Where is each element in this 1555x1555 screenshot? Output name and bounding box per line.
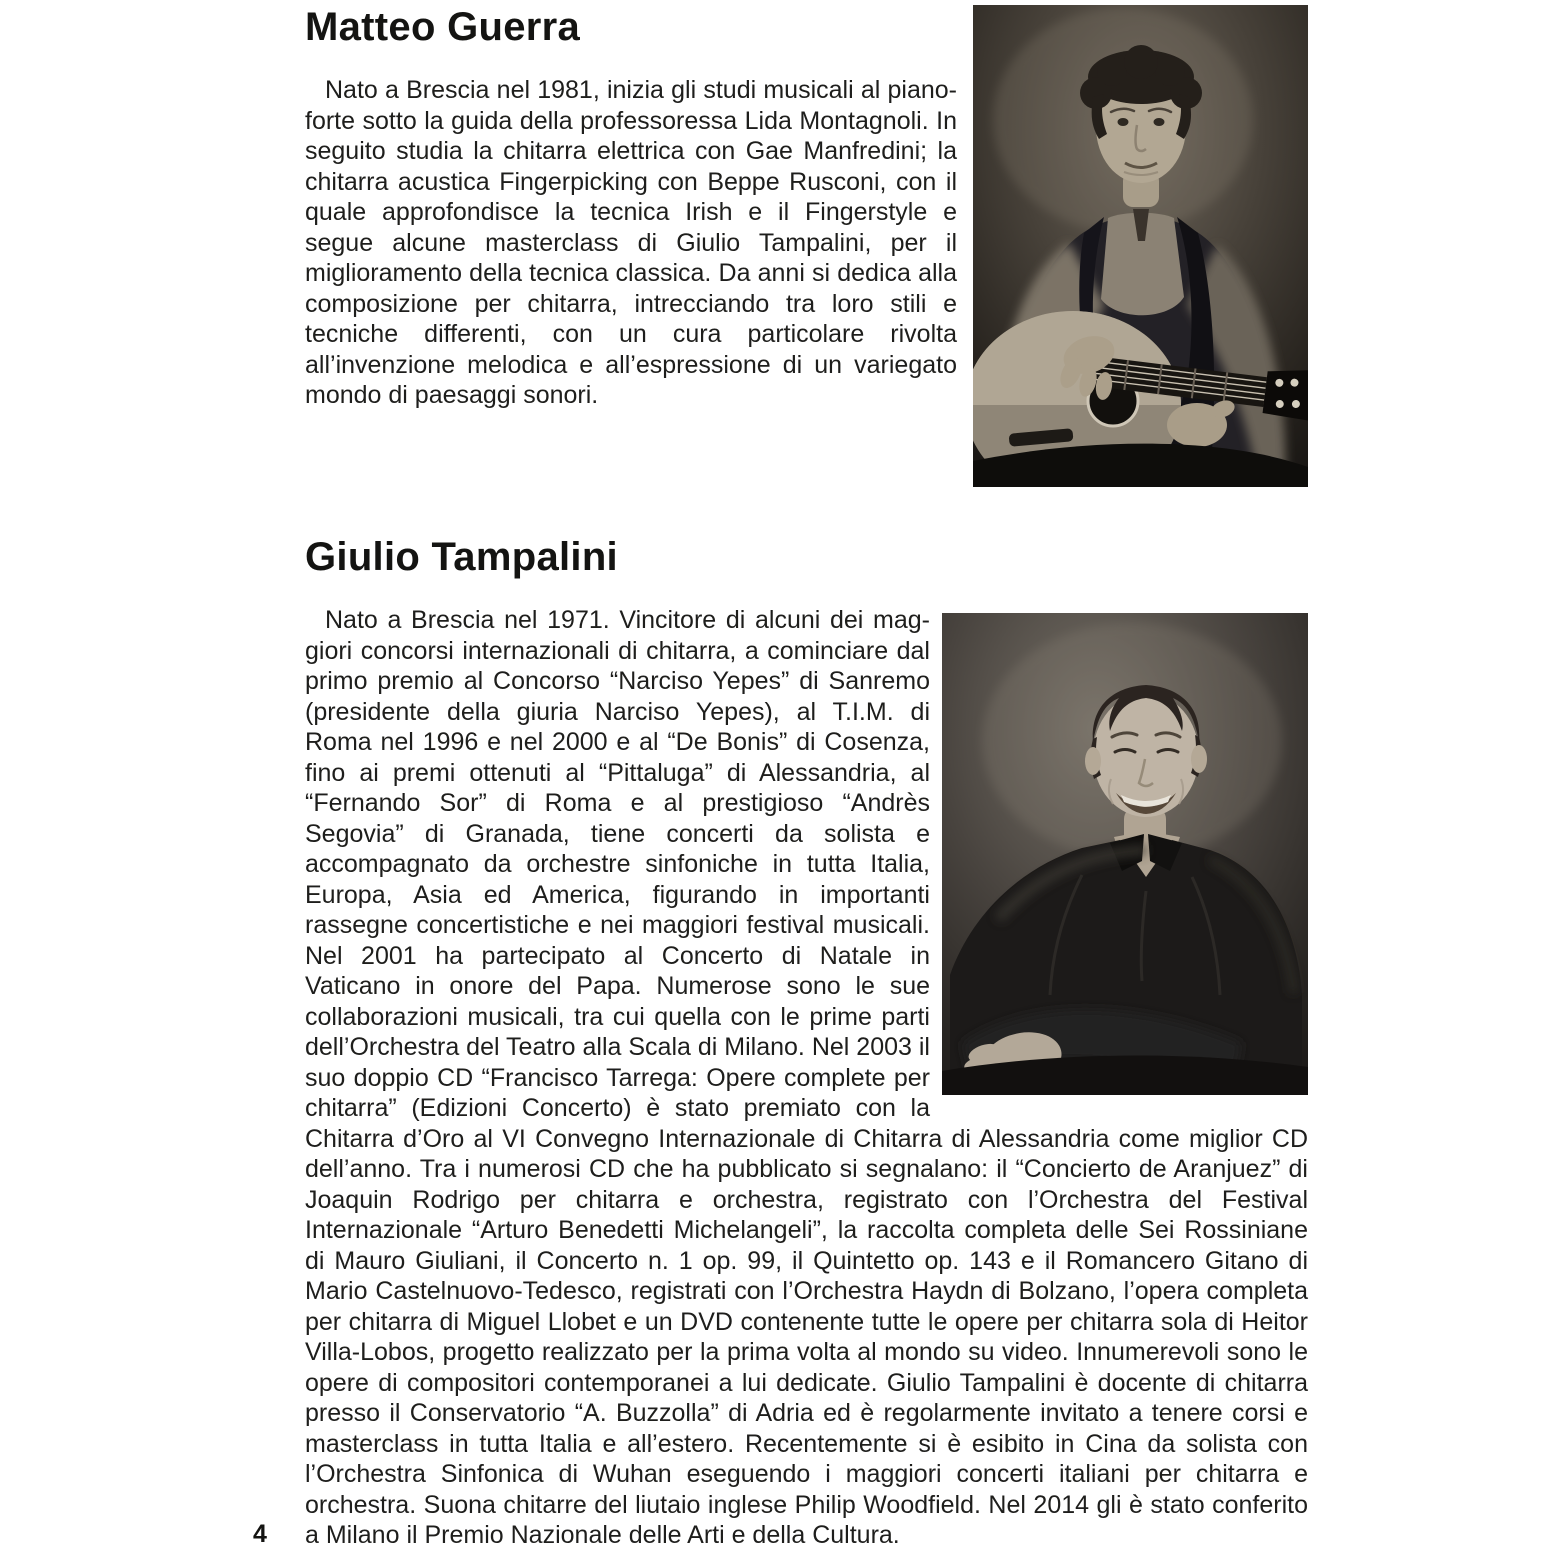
page-content — [305, 5, 1308, 1551]
page-title-giulio-tampalini: Giulio Tampalini — [305, 535, 618, 579]
bio-text-matteo-guerra: Nato a Brescia nel 1981, inizia gli studi musicali al pianoforte sotto la guida della professoressa Lida Montagnoli. In seguito studia la chitarra elettrica con Gae Manfredini; la chitarra acustica Fingerpicking con Beppe Rusconi, con il quale approfondisce la tecnica Irish e il Fingerstyle e segue alcune masterclass di Giulio Tampalini, per il miglioramento della tecnica classica. Da anni si dedica alla composizione per chitarra, intrecciando tra loro stili e tecniche differenti, con un cura particolare rivolta all’invenzione melodica e all’espressione di un variegato mondo di paesaggi sonori. — [305, 76, 957, 409]
section-matteo-guerra — [305, 5, 1308, 411]
page-number: 4 — [253, 1520, 267, 1548]
giulio-tampalini-photo — [942, 613, 1308, 1095]
bio-text-giulio-tampalini: Nato a Brescia nel 1971. Vincitore di alcuni dei maggiori concorsi internazionali di chitarra, a cominciare dal primo premio al Concorso “Narciso Yepes” di Sanremo (presidente della giuria Narciso Yepes), al T.I.M. di Roma nel 1996 e nel 2000 e al “De Bonis” di Cosenza, fino ai premi ottenuti al “Pittaluga” di Alessandria, al “Fernando Sor” di Roma e al prestigioso “Andrès Segovia” di Granada, tiene concerti da solista e accompagnato da orchestre sinfoniche in tutta Italia, Europa, Asia ed America, figurando in importanti rassegne concertistiche e nei maggiori festival musicali. Nel 2001 ha partecipato al Concerto di Natale in Vaticano in onore del Papa. Numerose sono le sue collaborazioni musicali, tra cui quella con le prime parti dell’Orchestra del Teatro alla Scala di Milano. Nel 2003 il suo doppio CD “Francisco Tarrega: Opere complete per chitarra” (Edizioni Concerto) è stato premiato con la Chitarra d’Oro al VI Convegno Internazionale di Chitarra di Alessandria come miglior CD dell’anno. Tra i numerosi CD che ha pubblicato si segnalano: il “Concierto de Aranjuez” di Joaquin Rodrigo per chitarra e orchestra, registrato con l’Orchestra del Festival Internazionale “Arturo Benedetti Michelangeli”, la raccolta completa delle Sei Rossiniane di Mauro Giuliani, il Concerto n. 1 op. 99, il Quintetto op. 143 e il Romancero Gitano di Mario Castelnuovo-Tedesco, registrati con l’Orchestra Haydn di Bolzano, l’opera completa per chitarra di Miguel Llobet e un DVD contenente tutte le opere per chitarra sola di Heitor Villa-Lobos, progetto realizzato per la prima volta al mondo su video. Innumerevoli sono le opere di compositori contemporanei a lui dedicate. Giulio Tampalini è docente di chitarra presso il Conservatorio “A. Buzzolla” di Adria ed è regolarmente invitato a tenere corsi e masterclass in tutta Italia e all’estero. Recentemente si è esibito in Cina da solista con l’Orchestra Sinfonica di Wuhan eseguendo i maggiori concerti italiani per chitarra e orchestra. Suona chitarre del liutaio inglese Philip Woodfield. Nel 2014 gli è stato conferito a Milano il Premio Nazionale delle Arti e della Cultura. — [305, 606, 1308, 1549]
matteo-guerra-photo — [973, 5, 1308, 487]
section-giulio-tampalini — [305, 509, 1308, 1551]
page-title-matteo-guerra: Matteo Guerra — [305, 5, 581, 49]
smiling-man-portrait-illustration — [942, 613, 1308, 1095]
man-with-guitar-portrait-illustration — [973, 5, 1308, 487]
